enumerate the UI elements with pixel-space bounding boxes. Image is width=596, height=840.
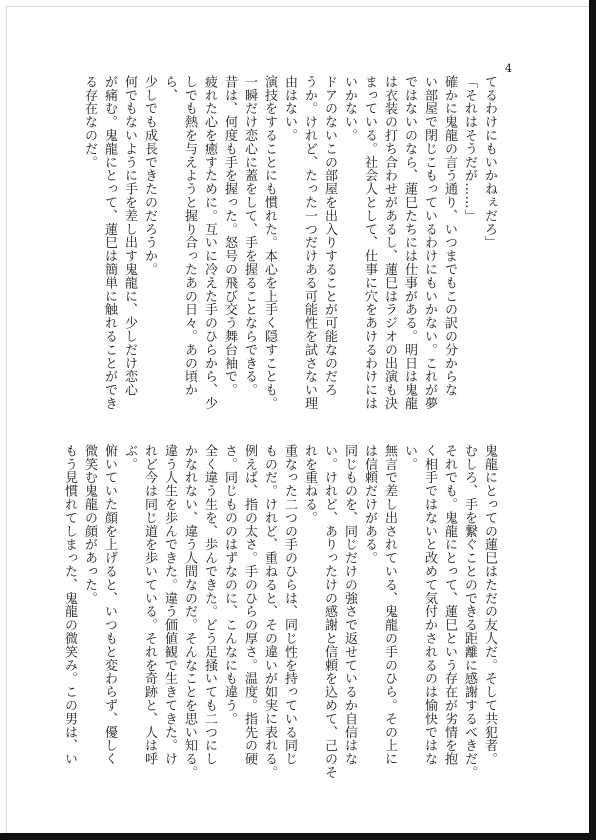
text-line: それでも。鬼龍にとって、蓮巳という存在が劣情を抱 xyxy=(442,444,457,766)
text-line: 少しでも成長できたのだろうか。 xyxy=(142,75,157,276)
text-line: 同じものを、同じだけの強さで返せているか自信はな xyxy=(342,444,357,766)
text-line: が痛む。鬼龍にとって、蓮巳は簡単に触れることができ xyxy=(102,75,117,410)
text-line: かなれない、違う人間なのだ。そんなことを思い知る。 xyxy=(182,444,197,779)
text-line: い部屋で閉じこもっているわけにもいかない。これが夢 xyxy=(422,75,437,410)
text-line: てるわけにもいかねぇだろ」 xyxy=(482,75,497,250)
text-line: しでも熱を与えようと握り合ったあの日々。あの頃から、 xyxy=(162,75,197,397)
text-line: むしろ、手を繋ぐことのできる距離に感謝するべきだ。 xyxy=(462,444,477,779)
page-edge-right xyxy=(589,0,596,840)
text-line: れを重ねる。 xyxy=(302,444,317,525)
text-line: れど今は同じ道を歩いている。それを奇跡と、人は呼ぶ。 xyxy=(122,444,157,766)
text-line: ドアのないこの部屋を出入りすることが可能なのだろ xyxy=(322,75,337,397)
text-line: まっている。社会人として、仕事に穴をあけるわけには xyxy=(362,75,377,410)
text-line: 重なった二つの手のひらは、同じ性を持っている同じ xyxy=(282,444,297,766)
text-line: は信頼だけがある。 xyxy=(362,444,377,565)
text-line: 昔は、何度も手を握った。怒号の飛び交う舞台袖で。 xyxy=(222,75,237,397)
text-line: 確かに鬼龍の言う通り、いつまでもこの訳の分からな xyxy=(442,75,457,397)
text-line: 鬼龍にとっての蓮巳はただの友人だ。そして共犯者。 xyxy=(482,444,497,766)
text-line: 無言で差し出されている、鬼龍の手のひら。その上に xyxy=(382,444,397,766)
text-line: ではないのなら、蓮巳たちには仕事がある。明日は鬼龍 xyxy=(402,75,417,410)
text-line: く相手ではないと改めて気付かされるのは愉快ではない。 xyxy=(402,444,437,766)
text-line: 微笑む鬼龍の顔があった。 xyxy=(82,444,97,605)
text-line: 何でもないように手を差し出す鬼龍に、少しだけ恋心 xyxy=(122,75,137,397)
text-line: は衣装の打ち合わせがあるし、蓮巳はラジオの出演も決 xyxy=(382,75,397,410)
text-line: いかない。 xyxy=(342,75,357,142)
text-line: 疲れた心を癒すために。互いに冷えた手のひらから、少 xyxy=(202,75,217,410)
text-line: 例えば、指の太さ。手のひらの厚さ。温度。指先の硬 xyxy=(242,444,257,766)
page-number: 4 xyxy=(505,62,512,75)
text-line: 全く違う生を、歩んできた。どう足掻いても二つにし xyxy=(202,444,217,766)
text-line: さ。同じもののはずなのに、こんなにも違う。 xyxy=(222,444,237,726)
text-line: 演技をすることにも慣れた。本心を上手く隠すことも。 xyxy=(262,75,277,410)
text-line: もう見慣れてしまった、鬼龍の微笑み。この男は、い xyxy=(62,444,77,766)
text-line: 由はない。 xyxy=(282,75,297,142)
document-page xyxy=(7,7,589,833)
text-line: 「それはそうだが……」 xyxy=(462,75,477,223)
lower-text-column xyxy=(62,444,499,784)
text-line: うか。けれど、たった一つだけある可能性を試さない理 xyxy=(302,75,317,410)
text-line: 一瞬だけ恋心に蓋をして、手を握ることならできる。 xyxy=(242,75,257,397)
page-edge-bottom xyxy=(0,833,596,840)
text-line: る存在なのだ。 xyxy=(82,75,97,169)
text-line: い。けれど、ありったけの感謝と信頼を込めて、己のそ xyxy=(322,444,337,779)
text-line: ものだ。けれど、重ねると、その違いが如実に表れる。 xyxy=(262,444,277,779)
upper-text-column xyxy=(82,75,499,415)
text-line: 違う人生を歩んできた。違う価値観で生きてきた。け xyxy=(162,444,177,766)
text-line: 俯いていた顔を上げると、いつもと変わらず、優しく xyxy=(102,444,117,766)
